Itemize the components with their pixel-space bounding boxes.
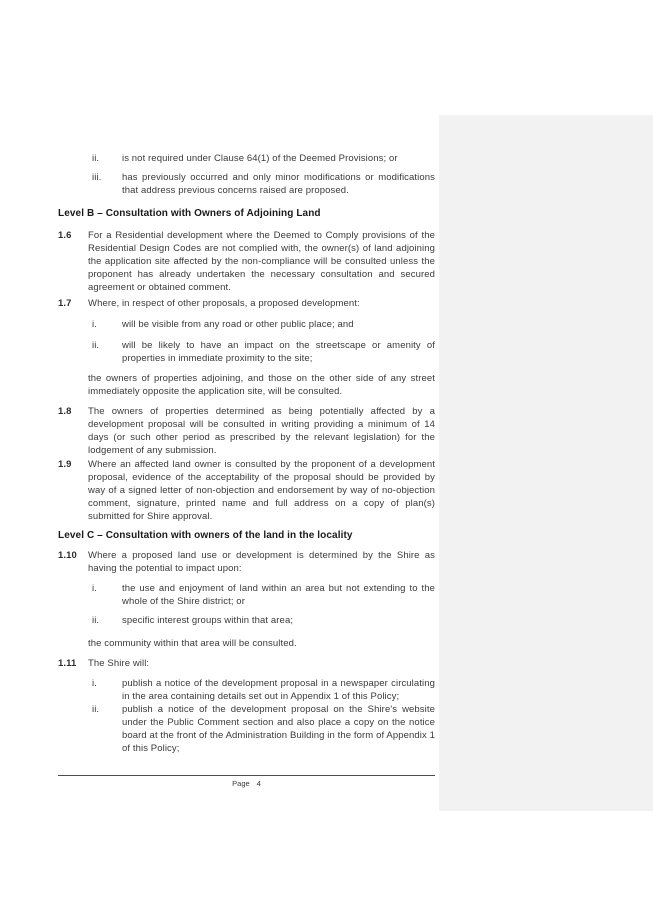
list-item-text: will be visible from any road or other public place; and [122,319,354,330]
list-item-text: specific interest groups within that area; [122,615,294,626]
clause-text: Where, in respect of other proposals, a proposed development: [88,298,360,309]
clause-1-11-item-ii [92,703,435,755]
section-heading-level-b: Level B – Consultation with Owners of Adjoining Land [58,208,321,219]
page-footer [58,775,435,788]
list-item-text: has previously occurred and only minor modifications or modifications that address previous concerns raised are proposed. [122,172,435,196]
list-marker: iii. [92,172,102,183]
clause-text: Where a proposed land use or development is determined by the Shire as having the potential to impact upon: [88,550,435,574]
list-marker: ii. [92,615,100,626]
list-item-ii [92,152,435,165]
clause-text: Where an affected land owner is consulted by the proponent of a development proposal, evidence of the acceptability of the proposal should be provided by way of a signed letter of non-objection and endorsement by way of no-objection comment, signature, printed name and full address on a copy of plan(s) submitted for Shire approval. [88,459,435,522]
clause-1-9 [58,458,435,523]
clause-1-10-tail: the community within that area will be consulted. [88,638,297,649]
list-marker: i. [92,583,97,594]
clause-1-10 [58,549,435,575]
clause-1-10-item-i [92,582,435,608]
clause-1-11-item-i [92,677,435,703]
list-item-text: the use and enjoyment of land within an area but not extending to the whole of the Shire district; or [122,583,435,607]
clause-number: 1.7 [58,298,72,309]
list-item-text: publish a notice of the development proposal on the Shire's website under the Public Comment section and also place a copy on the notice board at the front of the Administration Building in the form of Appendix 1 of this Policy; [122,704,435,754]
list-marker: ii. [92,704,100,715]
page-footer-number: 4 [256,779,261,788]
clause-1-7-item-ii [92,339,435,365]
list-marker: i. [92,319,97,330]
clause-text: The owners of properties determined as being potentially affected by a development proposal will be consulted in writing providing a minimum of 14 days (or such other period as prescribed by the relevant legislation) for the lodgement of any submission. [88,406,435,456]
clause-number: 1.8 [58,406,72,417]
clause-1-7-item-i [92,318,435,331]
list-marker: ii. [92,340,100,351]
clause-1-10-item-ii [92,614,435,627]
clause-1-8 [58,405,435,457]
list-item-text: will be likely to have an impact on the streetscape or amenity of properties in immediate proximity to the site; [122,340,435,364]
clause-number: 1.11 [58,658,77,669]
clause-text: For a Residential development where the Deemed to Comply provisions of the Residential Design Codes are not complied with, the owner(s) of land adjoining the application site affected by the non-compliance will be consulted unless the proponent has already undertaken the necessary consultation and secured agreement or obtained comment. [88,230,435,293]
page-footer-label: Page [232,779,250,788]
page-content [58,152,435,755]
clause-1-7-tail: the owners of properties adjoining, and those on the other side of any street immediately opposite the application site, will be consulted. [88,373,435,397]
list-marker: ii. [92,153,100,164]
list-marker: i. [92,678,97,689]
clause-number: 1.9 [58,459,72,470]
clause-1-7 [58,297,435,310]
clause-1-11 [58,657,435,670]
side-background-panel [439,115,653,811]
list-item-text: is not required under Clause 64(1) of the Deemed Provisions; or [122,153,398,164]
section-heading-level-c: Level C – Consultation with owners of the land in the locality [58,530,353,541]
clause-1-6 [58,229,435,294]
list-item-text: publish a notice of the development proposal in a newspaper circulating in the area containing details set out in Appendix 1 of this Policy; [122,678,435,702]
list-item-iii [92,171,435,197]
clause-number: 1.10 [58,550,77,561]
clause-number: 1.6 [58,230,72,241]
clause-text: The Shire will: [88,658,150,669]
